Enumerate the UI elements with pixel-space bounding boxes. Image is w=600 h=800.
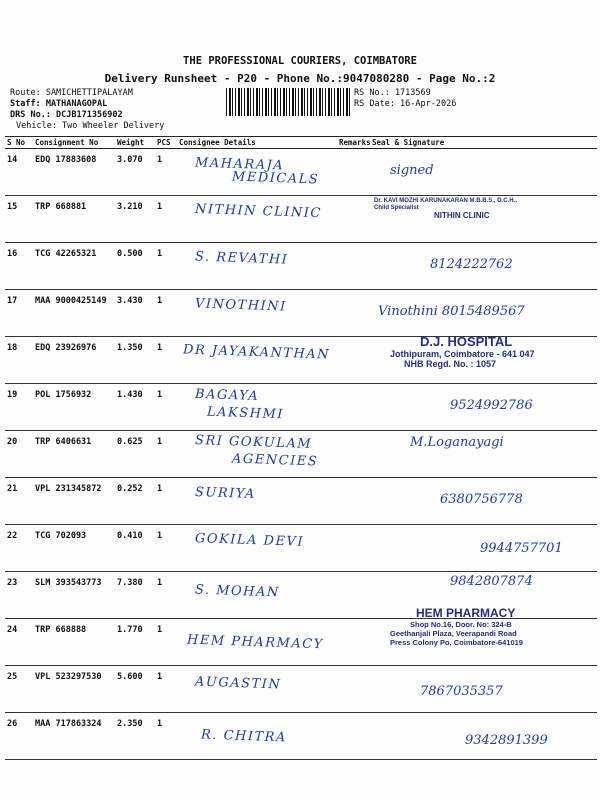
row-weight: 3.210 <box>115 196 155 243</box>
handwritten-signature: 7867035357 <box>420 684 503 699</box>
handwritten-consignee: SRI GOKULAM <box>194 432 313 453</box>
row-consignee <box>177 525 337 572</box>
row-signature <box>370 525 597 572</box>
runsheet-table <box>5 136 597 760</box>
row-pcs: 1 <box>155 713 177 760</box>
table-row <box>5 243 597 290</box>
table-row <box>5 337 597 384</box>
row-pcs: 1 <box>155 337 177 384</box>
handwritten-consignee: HEM PHARMACY <box>186 632 324 653</box>
handwritten-signature: 8124222762 <box>430 257 513 272</box>
row-sno: 20 <box>5 431 33 478</box>
row-remarks <box>337 666 370 713</box>
table-row <box>5 431 597 478</box>
handwritten-consignee: SURIYA <box>194 484 256 503</box>
rs-number: RS No.: 1713569 <box>354 88 431 98</box>
row-consignee <box>177 384 337 431</box>
row-consignee <box>177 619 337 666</box>
hospital-stamp-line3: NHB Regd. No. : 1057 <box>404 359 497 369</box>
handwritten-consignee-line2: LAKSHMI <box>206 404 285 423</box>
handwritten-consignee: S. MOHAN <box>194 582 281 601</box>
handwritten-consignee: VINOTHINI <box>194 296 287 315</box>
clinic-stamp-line1: Dr. KAVI MOZHI KARUNAKARAN M.B.B.S., D.C.H., <box>374 198 517 204</box>
handwritten-signature: signed <box>390 163 434 178</box>
row-remarks <box>337 478 370 525</box>
handwritten-signature: Vinothini 8015489567 <box>378 304 525 319</box>
row-consignment: MAA 717863324 <box>33 713 115 760</box>
row-weight: 1.770 <box>115 619 155 666</box>
row-pcs: 1 <box>155 525 177 572</box>
row-remarks <box>337 431 370 478</box>
row-pcs: 1 <box>155 196 177 243</box>
row-remarks <box>337 149 370 196</box>
row-consignment: MAA 9000425149 <box>33 290 115 337</box>
row-weight: 7.380 <box>115 572 155 619</box>
table-row <box>5 290 597 337</box>
row-consignee <box>177 478 337 525</box>
handwritten-signature: 9342891399 <box>465 733 548 748</box>
row-sno: 22 <box>5 525 33 572</box>
row-pcs: 1 <box>155 243 177 290</box>
vehicle-label: Vehicle: Two Wheeler Delivery <box>16 121 165 131</box>
row-remarks <box>337 337 370 384</box>
handwritten-consignee: MAHARAJA <box>194 155 285 174</box>
col-pcs: PCS <box>155 137 177 149</box>
row-consignee <box>177 290 337 337</box>
row-weight: 0.500 <box>115 243 155 290</box>
table-row <box>5 713 597 760</box>
table-header <box>5 137 597 149</box>
handwritten-consignee: DR JAYAKANTHAN <box>182 342 331 363</box>
barcode <box>226 88 352 116</box>
hospital-stamp-name: D.J. HOSPITAL <box>420 334 513 349</box>
row-weight: 3.070 <box>115 149 155 196</box>
pharmacy-stamp-line3: Geethanjali Plaza, Veerapandi Road <box>390 629 517 638</box>
row-sno: 25 <box>5 666 33 713</box>
handwritten-signature: M.Loganayagi <box>410 435 504 450</box>
table-row <box>5 384 597 431</box>
handwritten-consignee: S. REVATHI <box>194 249 289 268</box>
runsheet-subtitle: Delivery Runsheet - P20 - Phone No.:9047080280 - Page No.:2 <box>104 72 496 85</box>
row-signature <box>370 149 597 196</box>
pharmacy-stamp <box>390 607 523 647</box>
row-consignment: EDQ 23926976 <box>33 337 115 384</box>
row-consignee <box>177 337 337 384</box>
row-signature <box>370 478 597 525</box>
row-sno: 23 <box>5 572 33 619</box>
row-consignment: SLM 393543773 <box>33 572 115 619</box>
row-sno: 19 <box>5 384 33 431</box>
row-consignee <box>177 666 337 713</box>
row-pcs: 1 <box>155 384 177 431</box>
col-consignment: Consignment No <box>33 137 115 149</box>
row-consignee <box>177 149 337 196</box>
row-consignee <box>177 431 337 478</box>
row-pcs: 1 <box>155 431 177 478</box>
pharmacy-stamp-name: HEM PHARMACY <box>416 606 516 620</box>
row-consignment: VPL 231345872 <box>33 478 115 525</box>
row-weight: 5.600 <box>115 666 155 713</box>
rs-date: RS Date: 16-Apr-2026 <box>354 99 457 109</box>
clinic-stamp <box>374 198 517 219</box>
row-consignment: TRP 668881 <box>33 196 115 243</box>
row-sno: 24 <box>5 619 33 666</box>
row-remarks <box>337 290 370 337</box>
row-sno: 21 <box>5 478 33 525</box>
handwritten-consignee: R. CHITRA <box>200 727 288 746</box>
handwritten-signature: 9842807874 <box>450 574 533 589</box>
row-consignee <box>177 713 337 760</box>
row-sno: 14 <box>5 149 33 196</box>
row-remarks <box>337 384 370 431</box>
handwritten-consignee: AUGASTIN <box>194 674 282 693</box>
row-remarks <box>337 196 370 243</box>
col-consignee: Consignee Details <box>177 137 337 149</box>
row-remarks <box>337 572 370 619</box>
pharmacy-stamp-line4: Press Colony Po, Coimbatore-641019 <box>390 638 523 647</box>
row-pcs: 1 <box>155 619 177 666</box>
row-sno: 18 <box>5 337 33 384</box>
row-sno: 17 <box>5 290 33 337</box>
row-weight: 0.252 <box>115 478 155 525</box>
row-pcs: 1 <box>155 572 177 619</box>
hospital-stamp-line2: Jothipuram, Coimbatore - 641 047 <box>390 349 535 359</box>
company-title: THE PROFESSIONAL COURIERS, COIMBATORE <box>183 55 417 67</box>
row-consignment: TCG 702093 <box>33 525 115 572</box>
col-signature: Seal & Signature <box>370 137 597 149</box>
row-weight: 0.410 <box>115 525 155 572</box>
handwritten-signature: 9944757701 <box>480 541 563 556</box>
rs-info <box>354 88 456 110</box>
row-signature <box>370 334 597 384</box>
handwritten-signature: 6380756778 <box>440 492 523 507</box>
table-row <box>5 478 597 525</box>
row-consignee <box>177 243 337 290</box>
row-sno: 16 <box>5 243 33 290</box>
row-signature <box>370 243 597 290</box>
row-remarks <box>337 619 370 666</box>
row-signature <box>370 196 597 243</box>
row-remarks <box>337 713 370 760</box>
route-info <box>10 88 164 132</box>
row-consignment: EDQ 17883608 <box>33 149 115 196</box>
table-row <box>5 666 597 713</box>
clinic-stamp-line2: Child Specialist <box>374 205 419 211</box>
row-sno: 26 <box>5 713 33 760</box>
table-row <box>5 196 597 243</box>
row-consignment: VPL 523297530 <box>33 666 115 713</box>
row-pcs: 1 <box>155 149 177 196</box>
handwritten-consignee-line2: AGENCIES <box>231 451 319 470</box>
handwritten-consignee: NITHIN CLINIC <box>194 201 323 222</box>
row-pcs: 1 <box>155 666 177 713</box>
clinic-stamp-line3: NITHIN CLINIC <box>434 211 490 220</box>
handwritten-consignee-line2: MEDICALS <box>231 169 320 188</box>
row-signature <box>370 384 597 431</box>
handwritten-consignee: BAGAYA <box>194 386 260 405</box>
row-sno: 15 <box>5 196 33 243</box>
row-weight: 0.625 <box>115 431 155 478</box>
drs-label: DRS No.: DCJB171356902 <box>10 110 123 120</box>
row-signature <box>370 431 597 478</box>
row-pcs: 1 <box>155 290 177 337</box>
row-pcs: 1 <box>155 478 177 525</box>
col-remarks: Remarks <box>339 138 371 147</box>
row-weight: 3.430 <box>115 290 155 337</box>
row-weight: 1.350 <box>115 337 155 384</box>
row-consignment: TRP 668888 <box>33 619 115 666</box>
row-consignment: TCG 42265321 <box>33 243 115 290</box>
row-signature <box>370 666 597 713</box>
pharmacy-stamp-line2: Shop No.16, Door. No: 324-B <box>410 620 512 629</box>
handwritten-consignee: GOKILA DEVI <box>194 531 305 550</box>
route-label: Route: SAMICHETTIPALAYAM <box>10 88 133 98</box>
hospital-stamp <box>390 335 535 369</box>
row-consignee <box>177 572 337 619</box>
table-row <box>5 149 597 196</box>
row-remarks <box>337 525 370 572</box>
row-consignee <box>177 196 337 243</box>
handwritten-signature: 9524992786 <box>450 398 533 413</box>
row-remarks <box>337 243 370 290</box>
col-weight: Weight <box>115 137 155 149</box>
row-consignment: POL 1756932 <box>33 384 115 431</box>
col-sno: S No <box>5 137 33 149</box>
row-signature <box>370 290 597 337</box>
row-consignment: TRP 6406631 <box>33 431 115 478</box>
row-signature <box>370 606 597 666</box>
row-weight: 2.350 <box>115 713 155 760</box>
row-signature <box>370 713 597 760</box>
staff-label: Staff: MATHANAGOPAL <box>10 99 108 109</box>
table-row <box>5 525 597 572</box>
table-row <box>5 619 597 666</box>
row-weight: 1.430 <box>115 384 155 431</box>
